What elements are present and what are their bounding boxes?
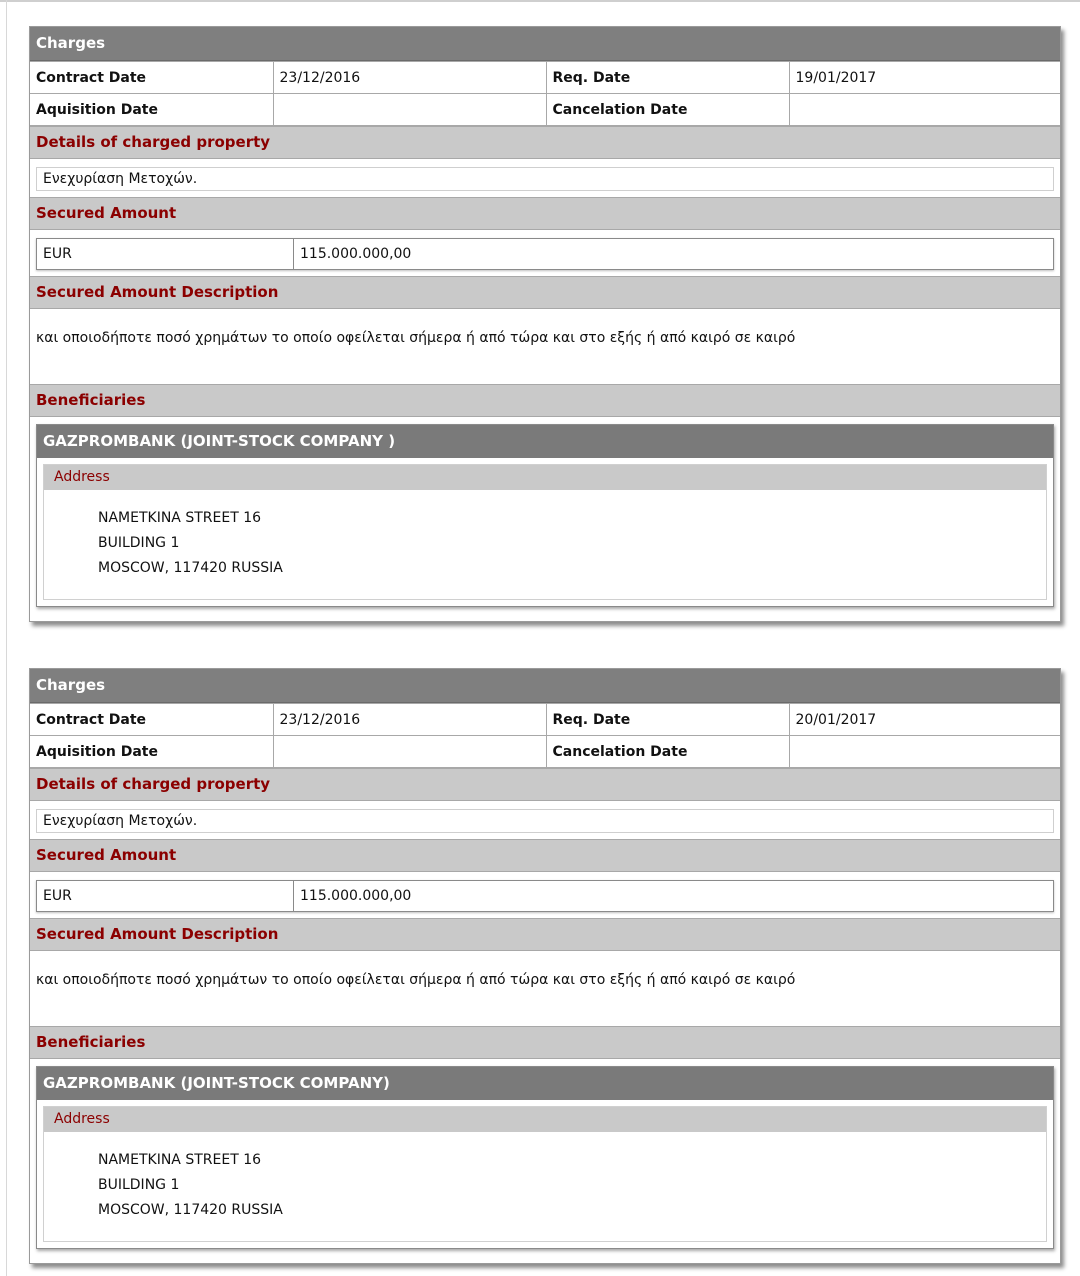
table-row [30,62,1060,94]
beneficiaries-header: Beneficiaries [30,384,1060,417]
cancelation-date-value [789,94,1060,126]
secured-desc-text: και οποιοδήποτε ποσό χρημάτων το οποίο οφείλεται σήμερα ή από τώρα και στο εξής ή από καιρό σε καιρό [36,330,796,346]
req-date-value: 20/01/2017 [789,704,1060,736]
aquisition-date-value [273,736,546,768]
req-date-label: Req. Date [546,704,789,736]
charges-title: Charges [30,27,1060,61]
address-section [37,1100,1053,1248]
beneficiaries-section [30,417,1060,621]
beneficiary-card [36,424,1054,607]
secured-amount-box [36,238,1054,270]
address-line: NAMETKINA STREET 16 [98,1152,262,1168]
charges-panel [29,26,1061,622]
page-top-border [0,0,1080,2]
address-header: Address [44,1107,1046,1132]
secured-desc-header: Secured Amount Description [30,918,1060,951]
table-row [30,736,1060,768]
contract-date-value: 23/12/2016 [273,62,546,94]
address-lines [44,1132,1046,1241]
aquisition-date-label: Aquisition Date [30,736,273,768]
req-date-value: 19/01/2017 [789,62,1060,94]
details-text: Ενεχυρίαση Μετοχών. [36,809,1054,833]
charges-title: Charges [30,669,1060,703]
beneficiaries-section [30,1059,1060,1263]
currency-value: EUR [37,881,294,911]
page-left-border [6,0,7,1276]
beneficiary-name: GAZPROMBANK (JOINT-STOCK COMPANY) [37,1067,1053,1100]
cancelation-date-value [789,736,1060,768]
secured-amount-box [36,880,1054,912]
details-section [30,801,1060,839]
address-line: BUILDING 1 [98,1177,180,1193]
address-header: Address [44,465,1046,490]
charges-panel [29,668,1061,1264]
contract-date-label: Contract Date [30,704,273,736]
aquisition-date-label: Aquisition Date [30,94,273,126]
secured-amount-section [30,872,1060,918]
amount-value: 115.000.000,00 [300,888,412,904]
address-line: MOSCOW, 117420 RUSSIA [98,560,283,576]
beneficiary-name: GAZPROMBANK (JOINT-STOCK COMPANY ) [37,425,1053,458]
address-line: BUILDING 1 [98,535,180,551]
table-row [30,704,1060,736]
contract-date-label: Contract Date [30,62,273,94]
beneficiary-card [36,1066,1054,1249]
req-date-label: Req. Date [546,62,789,94]
secured-amount-header: Secured Amount [30,197,1060,230]
details-text: Ενεχυρίαση Μετοχών. [36,167,1054,191]
secured-amount-header: Secured Amount [30,839,1060,872]
address-box [43,464,1047,600]
beneficiaries-header: Beneficiaries [30,1026,1060,1059]
cancelation-date-label: Cancelation Date [546,736,789,768]
amount-value: 115.000.000,00 [300,246,412,262]
details-header: Details of charged property [30,768,1060,801]
address-lines [44,490,1046,599]
charge-dates-table [30,703,1060,768]
contract-date-value: 23/12/2016 [273,704,546,736]
address-line: NAMETKINA STREET 16 [98,510,262,526]
secured-desc-text: και οποιοδήποτε ποσό χρημάτων το οποίο οφείλεται σήμερα ή από τώρα και στο εξής ή από καιρό σε καιρό [36,972,796,988]
charge-dates-table [30,61,1060,126]
address-line: MOSCOW, 117420 RUSSIA [98,1202,283,1218]
address-section [37,458,1053,606]
address-box [43,1106,1047,1242]
table-row [30,94,1060,126]
cancelation-date-label: Cancelation Date [546,94,789,126]
secured-desc-header: Secured Amount Description [30,276,1060,309]
details-header: Details of charged property [30,126,1060,159]
currency-value: EUR [37,239,294,269]
aquisition-date-value [273,94,546,126]
secured-amount-section [30,230,1060,276]
details-section [30,159,1060,197]
